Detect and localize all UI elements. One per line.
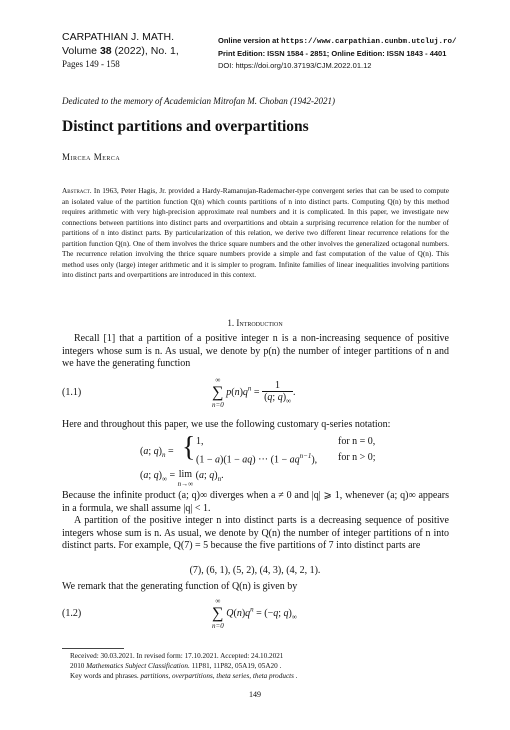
paragraph-intro: Recall [1] that a partition of a positive integer n is a non-increasing sequence of positive integers whose sum is n. As usual, we denote by p(n) the number of integer partitions of n and we have the generating function (62, 333, 449, 369)
pochhammer-definition: (a; $q)_n$ = (140, 446, 174, 459)
cases-brace: { (182, 432, 196, 463)
online-version: Online version at https://www.carpathian.cunbm.utcluj.ro/ (218, 36, 457, 46)
doi-link[interactable]: DOI: https://doi.org/10.37193/CJM.2022.01.12 (218, 61, 372, 70)
abstract (62, 186, 449, 281)
publication-info (218, 35, 456, 72)
author-name: Mircea Merca (62, 152, 121, 162)
msc-classification: 2010 Mathematics Subject Classification. 11P81, 11P82, 05A19, 05A20 . (70, 662, 282, 670)
journal-name: CARPATHIAN J. MATH. (62, 31, 175, 43)
paragraph-convergence: Because the infinite product (a; q)∞ diverges when a ≠ 0 and |q| ⩾ 1, whenever (a; q)∞ appears in a formula, we shall assume |q| < 1. (62, 490, 449, 514)
keywords: Key words and phrases. partitions, overpartitions, theta series, theta products . (70, 672, 298, 680)
example-partitions: (7), (6, 1), (5, 2), (4, 3), (4, 2, 1). (189, 565, 321, 576)
equation-number: (1.2) (62, 608, 82, 619)
volume-info: Volume 38 (2022), No. 1, (62, 44, 179, 57)
paragraph-generating: We remark that the generating function of Q(n) is given by (62, 581, 298, 592)
dedication: Dedicated to the memory of Academician Mitrofan M. Choban (1942-2021) (62, 96, 335, 106)
equation-1-1: ∞ ∑ n=0 $p(n)q^n$ = $\frac{1}{(q; q)_\infty}$ . (212, 376, 296, 409)
infinite-product-definition: (a; $q)_\infty = \lim$ n→∞ (a; $q)_n$. (140, 469, 224, 488)
equation-number: (1.1) (62, 387, 82, 398)
case-1: 1, (196, 436, 204, 447)
case-2: (1 − a)(1 − aq) ··· $(1 - aq^{n-1})$, (196, 452, 318, 466)
equation-1-2: ∞ ∑ n=0 $Q(n)q^n = (-q$; $q)_\infty$ (212, 597, 297, 630)
paragraph-distinct-parts: A partition of the positive integer n into distinct parts is a decreasing sequence of positive integers whose sum is n. As usual, we denote by Q(n) the number of integer partitions of n into distinct parts. For example, Q(7) = 5 because the five partitions of 7 into distinct parts are (62, 515, 449, 551)
paper-title: Distinct partitions and overpartitions (62, 118, 309, 135)
section-heading: 1. Introduction (227, 318, 283, 328)
abstract-text: In 1963, Peter Hagis, Jr. provided a Hardy-Ramanujan-Rademacher-type convergent series that can be used to compute an isolated value of the partition function Q(n) which counts partitions of n into distinct parts. Computing Q(n) by this method requires arithmetic with very high-precision approximate real numbers and it is complicated. In this paper, we investigate new connections between partitions into distinct parts and overpartitions and obtain a surprising recurrence relation for the number of partitions of n into distinct parts. By particularization of this relation, we derive two different linear recurrence relations for the partition function Q(n). One of them involves the thrice square numbers and the other involves the generalized octagonal numbers. The recurrence relation involving the thrice square numbers provide a simple and fast computation of the value of Q(n). This method uses only (large) integer arithmetic and it is simpler to program. Infinite families of linear inequalities involving partitions into distinct parts and overpartitions are introduced in this context. (62, 186, 450, 279)
page-number: 149 (249, 690, 261, 699)
paragraph-notation: Here and throughout this paper, we use the following customary q-series notation: (62, 419, 391, 430)
case-1-condition: for n = 0, (338, 436, 376, 447)
journal-url-link[interactable]: https://www.carpathian.cunbm.utcluj.ro/ (280, 38, 457, 46)
case-2-condition: for n > 0; (338, 452, 376, 463)
issn-info: Print Edition: ISSN 1584 - 2851; Online Edition: ISSN 1843 - 4401 (218, 49, 447, 58)
received-dates: Received: 30.03.2021. In revised form: 17.10.2021. Accepted: 24.10.2021 (70, 652, 284, 660)
abstract-label: Abstract. (62, 186, 92, 195)
page-range: Pages 149 - 158 (62, 59, 120, 69)
journal-header (62, 31, 179, 72)
footnote-rule (62, 648, 124, 649)
